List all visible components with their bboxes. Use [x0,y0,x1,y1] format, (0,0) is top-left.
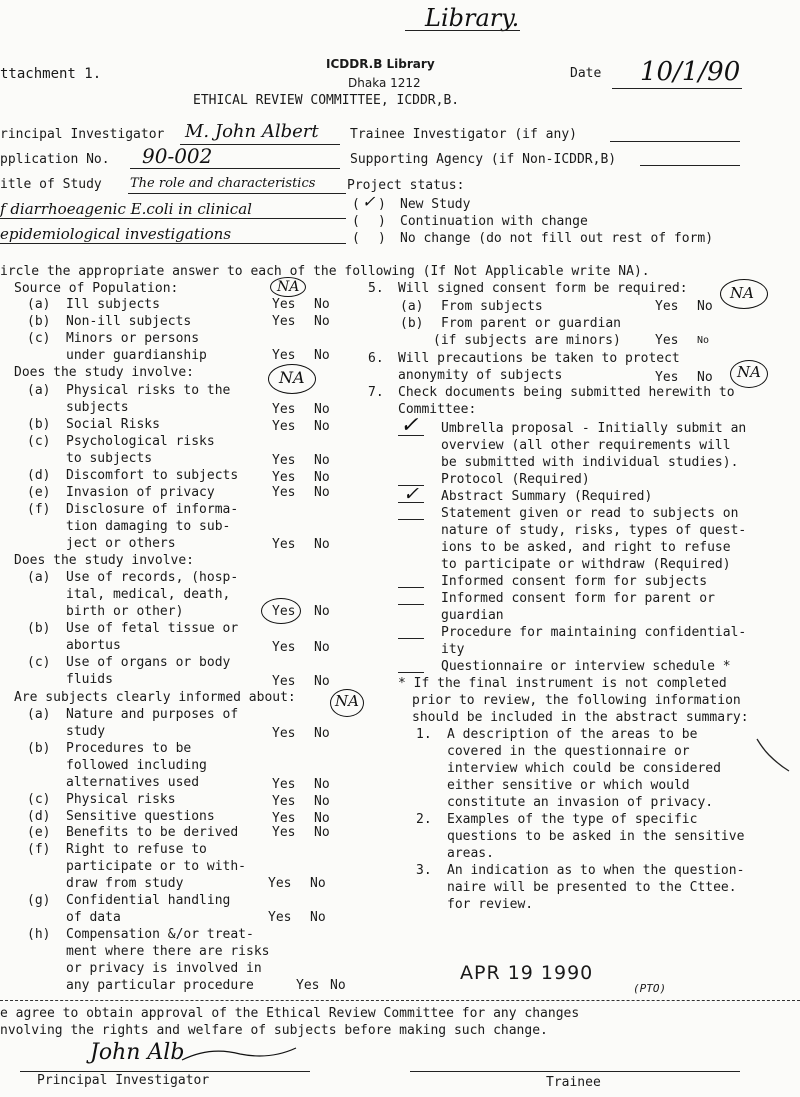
title-value-2: f diarrhoeagenic E.coli in clinical [0,200,252,218]
trainee-signature-line [410,1071,740,1072]
q1a-yes[interactable]: Yes [272,297,296,312]
note2-text-3: areas. [447,846,494,861]
q5-na: NA [730,284,754,302]
q2e-no[interactable]: No [314,485,330,500]
q4b-text-3: alternatives used [66,775,200,790]
trainee-label: Trainee Investigator (if any) [350,127,577,142]
status-nochange-close: ) [378,231,386,246]
q4a-yes[interactable]: Yes [272,726,296,741]
q4e-yes[interactable]: Yes [272,825,296,840]
q5b-text-2: (if subjects are minors) [433,333,621,348]
q2d-text: Discomfort to subjects [66,468,239,483]
q5a-text: From subjects [441,299,543,314]
q2c-text-2: to subjects [66,451,153,466]
q2d-yes[interactable]: Yes [272,470,296,485]
q5-na-circle [720,279,768,309]
note1-number: 1. [416,727,432,742]
title-value-1: The role and characteristics [130,176,316,191]
doc-questionnaire-blank[interactable] [398,672,424,673]
q4g-letter: (g) [27,893,51,908]
q4-label: Are subjects clearly informed about: [14,690,296,705]
q2e-yes[interactable]: Yes [272,485,296,500]
doc-consent-parent-text-1: Informed consent form for parent or [441,591,715,606]
q5b-letter: (b) [400,316,424,331]
agreement-line-1: e agree to obtain approval of the Ethical Review Committee for any changes [0,1006,580,1021]
signature-flourish [180,1040,300,1070]
doc-abstract-text: Abstract Summary (Required) [441,489,653,504]
q2f-text-3: ject or others [66,536,176,551]
title-underline-2 [0,218,346,219]
q4f-text-3: draw from study [66,876,184,891]
note2-text-2: questions to be asked in the sensitive [447,829,745,844]
q1b-yes[interactable]: Yes [272,314,296,329]
q4b-no[interactable]: No [314,777,330,792]
q2-na-circle [268,364,316,394]
note1-text-2: covered in the questionnaire or [447,744,690,759]
library-stamp-line1: ICDDR.B Library [326,57,435,71]
q1b-no[interactable]: No [314,314,330,329]
q3b-yes[interactable]: Yes [272,640,296,655]
q4d-letter: (d) [27,809,51,824]
q3c-no[interactable]: No [314,674,330,689]
q2-label: Does the study involve: [14,365,195,380]
note3-text-3: for review. [447,897,534,912]
q2d-letter: (d) [27,468,51,483]
q6-number: 6. [368,351,384,366]
q2f-text-2: tion damaging to sub- [66,519,231,534]
q1b-text: Non-ill subjects [66,314,192,329]
application-label: pplication No. [0,152,110,167]
q3a-yes[interactable]: Yes [272,604,296,619]
doc-confidentiality-text-2: ity [441,642,465,657]
note1-text-5: constitute an invasion of privacy. [447,795,714,810]
q5a-yes[interactable]: Yes [655,299,679,314]
note2-text-1: Examples of the type of specific [447,812,698,827]
doc-umbrella-text-2: overview (all other requirements will [441,438,731,453]
q3a-text-3: birth or other) [66,604,184,619]
pi-signature-line [20,1071,310,1072]
q4f-text-2: participate or to with- [66,859,247,874]
q4e-no[interactable]: No [314,825,330,840]
status-new-open: ( [352,197,360,212]
doc-umbrella-text-3: be submitted with individual studies). [441,455,739,470]
q2b-text: Social Risks [66,417,160,432]
q4e-letter: (e) [27,825,51,840]
note3-text-2: naire will be presented to the Cttee. [447,880,737,895]
q1-na-circle [270,277,306,297]
note2-number: 2. [416,812,432,827]
date-label: Date [570,66,602,81]
q4-na-circle [330,689,364,717]
q3a-yes-circle [261,598,301,624]
q2f-text-1: Disclosure of informa- [66,502,239,517]
q7-text-1: Check documents being submitted herewith to [398,385,735,400]
pto-note: (PTO) [633,982,667,995]
q2b-yes[interactable]: Yes [272,419,296,434]
margin-pen-mark [755,735,795,775]
handwritten-library-note: Library. [425,4,520,32]
q2d-no[interactable]: No [314,470,330,485]
q4-na: NA [335,692,359,710]
q3c-yes[interactable]: Yes [272,674,296,689]
q3c-letter: (c) [27,655,51,670]
application-underline [130,168,340,169]
note3-text-1: An indication as to when the question- [447,863,745,878]
q2f-yes[interactable]: Yes [272,537,296,552]
q4a-letter: (a) [27,707,51,722]
q2a-no[interactable]: No [314,402,330,417]
status-cont-open: ( [352,214,360,229]
q2e-letter: (e) [27,485,51,500]
q1c-yes[interactable]: Yes [272,348,296,363]
committee-heading: ETHICAL REVIEW COMMITTEE, ICDDR,B. [193,93,460,108]
footnote-line-2: prior to review, the following information [412,693,741,708]
q4h-text-1: Compensation &/or treat- [66,927,254,942]
doc-protocol-text: Protocol (Required) [441,472,590,487]
pi-value: M. John Albert [185,121,319,142]
q4h-no[interactable]: No [330,978,346,993]
q2c-text-1: Psychological risks [66,434,215,449]
q4g-text-1: Confidential handling [66,893,231,908]
date-underline [612,88,742,89]
note1-text-4: either sensitive or which would [447,778,690,793]
q6-yes[interactable]: Yes [655,370,679,385]
q3b-no[interactable]: No [314,640,330,655]
attachment-label: ttachment 1. [0,66,102,82]
trainee-signature-label: Trainee [546,1075,601,1090]
q2c-yes[interactable]: Yes [272,453,296,468]
q4a-no[interactable]: No [314,726,330,741]
status-nochange-open: ( [352,231,360,246]
q2b-letter: (b) [27,417,51,432]
library-underline [405,30,520,31]
q4f-text-1: Right to refuse to [66,842,207,857]
q1-na: NA [277,279,300,295]
q2a-text-2: subjects [66,400,129,415]
q2e-text: Invasion of privacy [66,485,215,500]
q6-text-1: Will precautions be taken to protect [398,351,680,366]
title-underline-1 [128,193,346,194]
q1-label: Source of Population: [14,281,179,296]
q3a-no[interactable]: No [314,604,330,619]
q3b-text-2: abortus [66,638,121,653]
q2f-no[interactable]: No [314,537,330,552]
pi-label: rincipal Investigator [0,127,165,142]
agency-underline [640,165,740,166]
q4h-text-2: ment where there are risks [66,944,270,959]
q3b-text-1: Use of fetal tissue or [66,621,239,636]
doc-consent-subjects-blank[interactable] [398,587,424,588]
q4b-text-2: followed including [66,758,207,773]
q4f-letter: (f) [27,842,51,857]
q1c-text-2: under guardianship [66,348,207,363]
title-label: itle of Study [0,177,102,192]
trainee-underline [610,141,740,142]
q5b-yes[interactable]: Yes [655,333,679,348]
q1c-no[interactable]: No [314,348,330,363]
q2f-letter: (f) [27,502,51,517]
q5a-no[interactable]: No [697,299,713,314]
q4d-text: Sensitive questions [66,809,215,824]
q5b-no[interactable]: No [697,335,710,346]
q2-na: NA [279,368,305,387]
q1b-letter: (b) [27,314,51,329]
q2c-letter: (c) [27,434,51,449]
q5a-letter: (a) [400,299,424,314]
doc-confidentiality-blank[interactable] [398,638,424,639]
library-stamp-line2: Dhaka 1212 [348,76,421,90]
title-value-3: epidemiological investigations [0,225,232,243]
q2a-text-1: Physical risks to the [66,383,231,398]
note3-number: 3. [416,863,432,878]
q4b-text-1: Procedures to be [66,741,192,756]
q7-text-2: Committee: [398,402,477,417]
doc-consent-subjects-text: Informed consent form for subjects [441,574,708,589]
q4a-text-1: Nature and purposes of [66,707,239,722]
footnote-line-1: * If the final instrument is not completed [398,676,727,691]
title-underline-3 [0,243,346,244]
q1a-text: Ill subjects [66,297,160,312]
q4h-text-3: or privacy is involved in [66,961,262,976]
footer-divider [0,1000,800,1001]
q3c-text-2: fluids [66,672,113,687]
q4c-text: Physical risks [66,792,176,807]
q3c-text-1: Use of organs or body [66,655,231,670]
pi-signature-label: Principal Investigator [37,1073,210,1088]
status-new-close: ) [378,197,386,212]
q4f-yes[interactable]: Yes [268,876,292,891]
q6-na: NA [737,363,761,381]
q4b-letter: (b) [27,741,51,756]
application-value: 90-002 [142,144,213,168]
note1-text-1: A description of the areas to be [447,727,698,742]
q3a-text-1: Use of records, (hosp- [66,570,239,585]
agreement-line-2: nvolving the rights and welfare of subjects before making such change. [0,1023,548,1038]
note1-text-3: interview which could be considered [447,761,721,776]
doc-consent-parent-blank[interactable] [398,604,424,605]
q3-label: Does the study involve: [14,553,195,568]
doc-statement-text-4: to participate or withdraw (Required) [441,557,731,572]
q3a-letter: (a) [27,570,51,585]
q4e-text: Benefits to be derived [66,825,239,840]
status-cont-close: ) [378,214,386,229]
q4g-no[interactable]: No [310,910,326,925]
doc-questionnaire-text: Questionnaire or interview schedule * [441,659,731,674]
status-new-check[interactable]: ✓ [362,192,376,211]
received-date-stamp: APR 19 1990 [460,962,594,984]
q6-na-circle [730,360,768,388]
q4b-yes[interactable]: Yes [272,777,296,792]
doc-abstract-check: ✓ [403,483,419,505]
q4h-letter: (h) [27,927,51,942]
doc-confidentiality-text-1: Procedure for maintaining confidential- [441,625,747,640]
instruction-text: ircle the appropriate answer to each of the following (If Not Applicable write NA). [0,264,650,279]
q5-number: 5. [368,281,384,296]
status-cont-label: Continuation with change [400,214,588,229]
q4d-no[interactable]: No [314,811,330,826]
doc-statement-blank[interactable] [398,519,424,520]
q4h-yes[interactable]: Yes [296,978,320,993]
q6-no[interactable]: No [697,370,713,385]
status-new-label: New Study [400,197,471,212]
doc-statement-text-3: ions to be asked, and right to refuse [441,540,731,555]
q1a-letter: (a) [27,297,51,312]
doc-consent-parent-text-2: guardian [441,608,504,623]
q2a-yes[interactable]: Yes [272,402,296,417]
q4f-no[interactable]: No [310,876,326,891]
q5-label: Will signed consent form be required: [398,281,688,296]
doc-statement-text-2: nature of study, risks, types of quest- [441,523,747,538]
pi-signature: John Alb [90,1040,185,1065]
q7-number: 7. [368,385,384,400]
status-nochange-label: No change (do not fill out rest of form) [400,231,714,246]
project-status-label: Project status: [347,178,465,193]
q2c-no[interactable]: No [314,453,330,468]
q1c-text-1: Minors or persons [66,331,200,346]
q4g-yes[interactable]: Yes [268,910,292,925]
date-value: 10/1/90 [640,57,741,87]
q5b-text-1: From parent or guardian [441,316,622,331]
doc-statement-text-1: Statement given or read to subjects on [441,506,739,521]
q4c-letter: (c) [27,792,51,807]
q1a-no[interactable]: No [314,297,330,312]
footnote-line-3: should be included in the abstract summary: [412,710,749,725]
q4h-text-4: any particular procedure [66,978,254,993]
q2b-no[interactable]: No [314,419,330,434]
q4d-yes[interactable]: Yes [272,811,296,826]
q3b-letter: (b) [27,621,51,636]
q2a-letter: (a) [27,383,51,398]
q4a-text-2: study [66,724,106,739]
agency-label: Supporting Agency (if Non-ICDDR,B) [350,152,617,167]
doc-umbrella-text-1: Umbrella proposal - Initially submit an [441,421,747,436]
q3a-text-2: ital, medical, death, [66,587,231,602]
q1c-letter: (c) [27,331,51,346]
q4c-yes[interactable]: Yes [272,794,296,809]
doc-umbrella-check: ✓ [400,413,419,438]
q4g-text-2: of data [66,910,121,925]
q6-text-2: anonymity of subjects [398,368,563,383]
q4c-no[interactable]: No [314,794,330,809]
